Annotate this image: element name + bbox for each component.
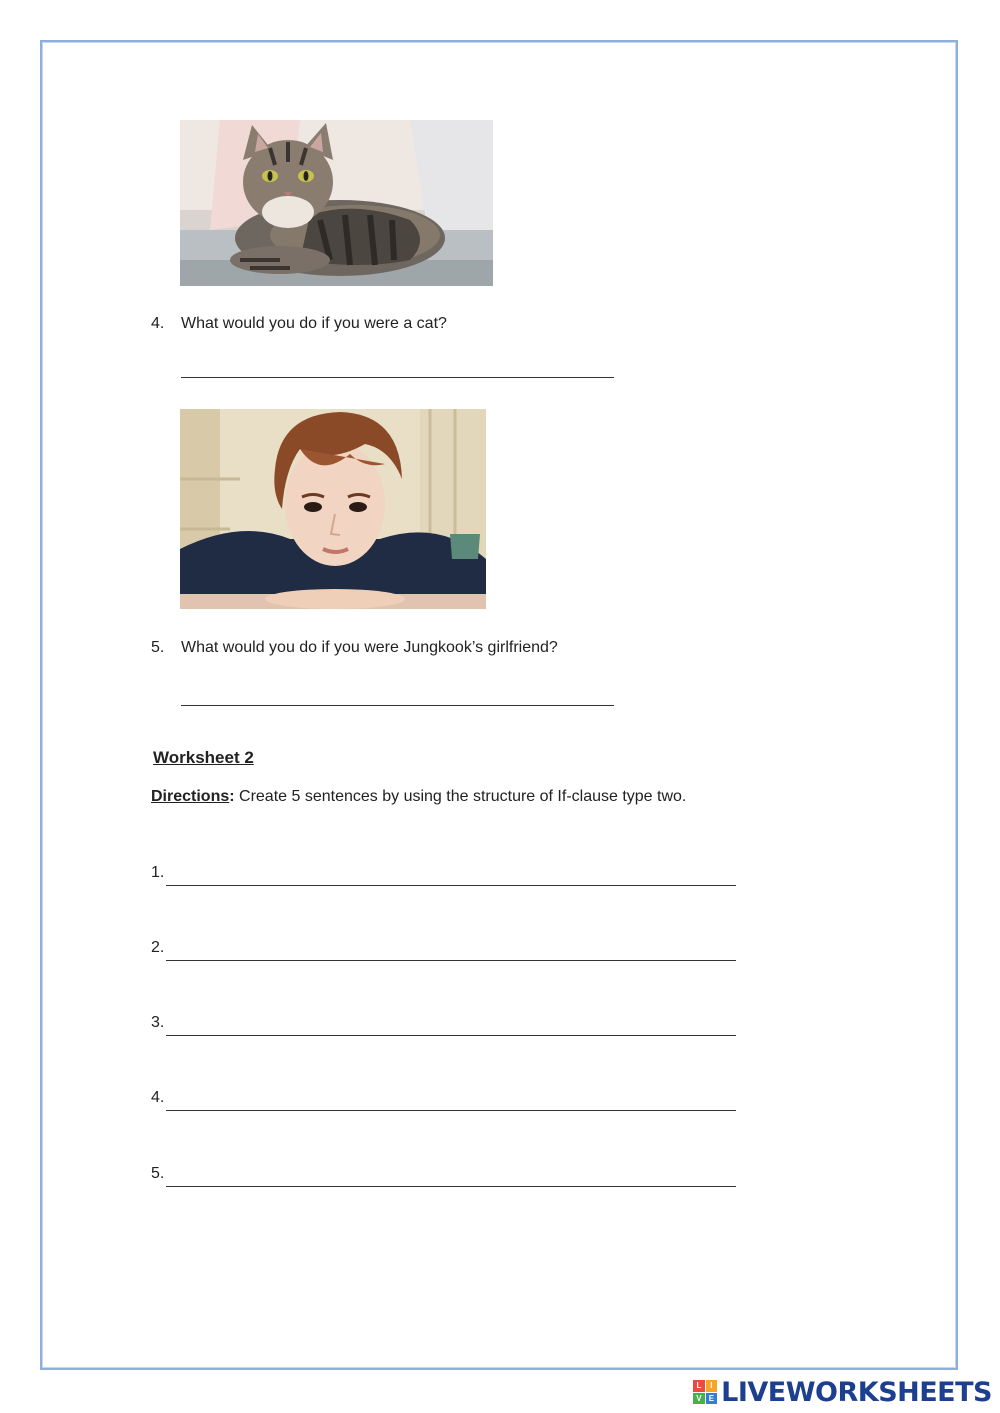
sentence-index: 1.: [151, 864, 165, 881]
question-5: [151, 638, 558, 658]
sentence-row-3: [151, 1014, 736, 1036]
question-4: [151, 314, 447, 334]
brand-name: LIVEWORKSHEETS: [721, 1376, 992, 1408]
sentence-2-input[interactable]: [169, 939, 734, 961]
question-5-text: What would you do if you were Jungkook’s girlfriend?: [181, 639, 558, 656]
sentence-5-input[interactable]: [169, 1165, 734, 1187]
question-5-number: 5.: [151, 639, 165, 656]
question-5-answer-input[interactable]: [183, 685, 615, 707]
sentence-4-input[interactable]: [169, 1089, 734, 1111]
sentence-index: 5.: [151, 1165, 165, 1182]
directions: [151, 788, 686, 806]
liveworksheets-logo-icon: [693, 1380, 717, 1404]
worksheet-2-title: Worksheet 2: [153, 748, 254, 767]
sentence-row-2: [151, 939, 736, 961]
logo-letter: V: [693, 1393, 705, 1405]
directions-label: Directions: [151, 788, 230, 805]
logo-letter: I: [706, 1380, 718, 1392]
cat-photo: [180, 120, 493, 286]
liveworksheets-brand: [693, 1375, 992, 1409]
directions-colon: :: [229, 788, 235, 805]
sentence-3-input[interactable]: [169, 1014, 734, 1036]
sentence-index: 2.: [151, 939, 165, 956]
question-4-text: What would you do if you were a cat?: [181, 315, 447, 332]
sentence-index: 3.: [151, 1014, 165, 1031]
sentence-row-4: [151, 1089, 736, 1111]
person-photo: [180, 409, 486, 609]
logo-letter: E: [706, 1393, 718, 1405]
question-4-answer-input[interactable]: [183, 357, 615, 379]
sentence-row-5: [151, 1165, 736, 1187]
directions-text: Create 5 sentences by using the structure of If-clause type two.: [234, 788, 687, 805]
sentence-index: 4.: [151, 1089, 165, 1106]
sentence-row-1: [151, 864, 736, 886]
sentence-1-input[interactable]: [169, 864, 734, 886]
question-4-number: 4.: [151, 315, 165, 332]
logo-letter: L: [693, 1380, 705, 1392]
